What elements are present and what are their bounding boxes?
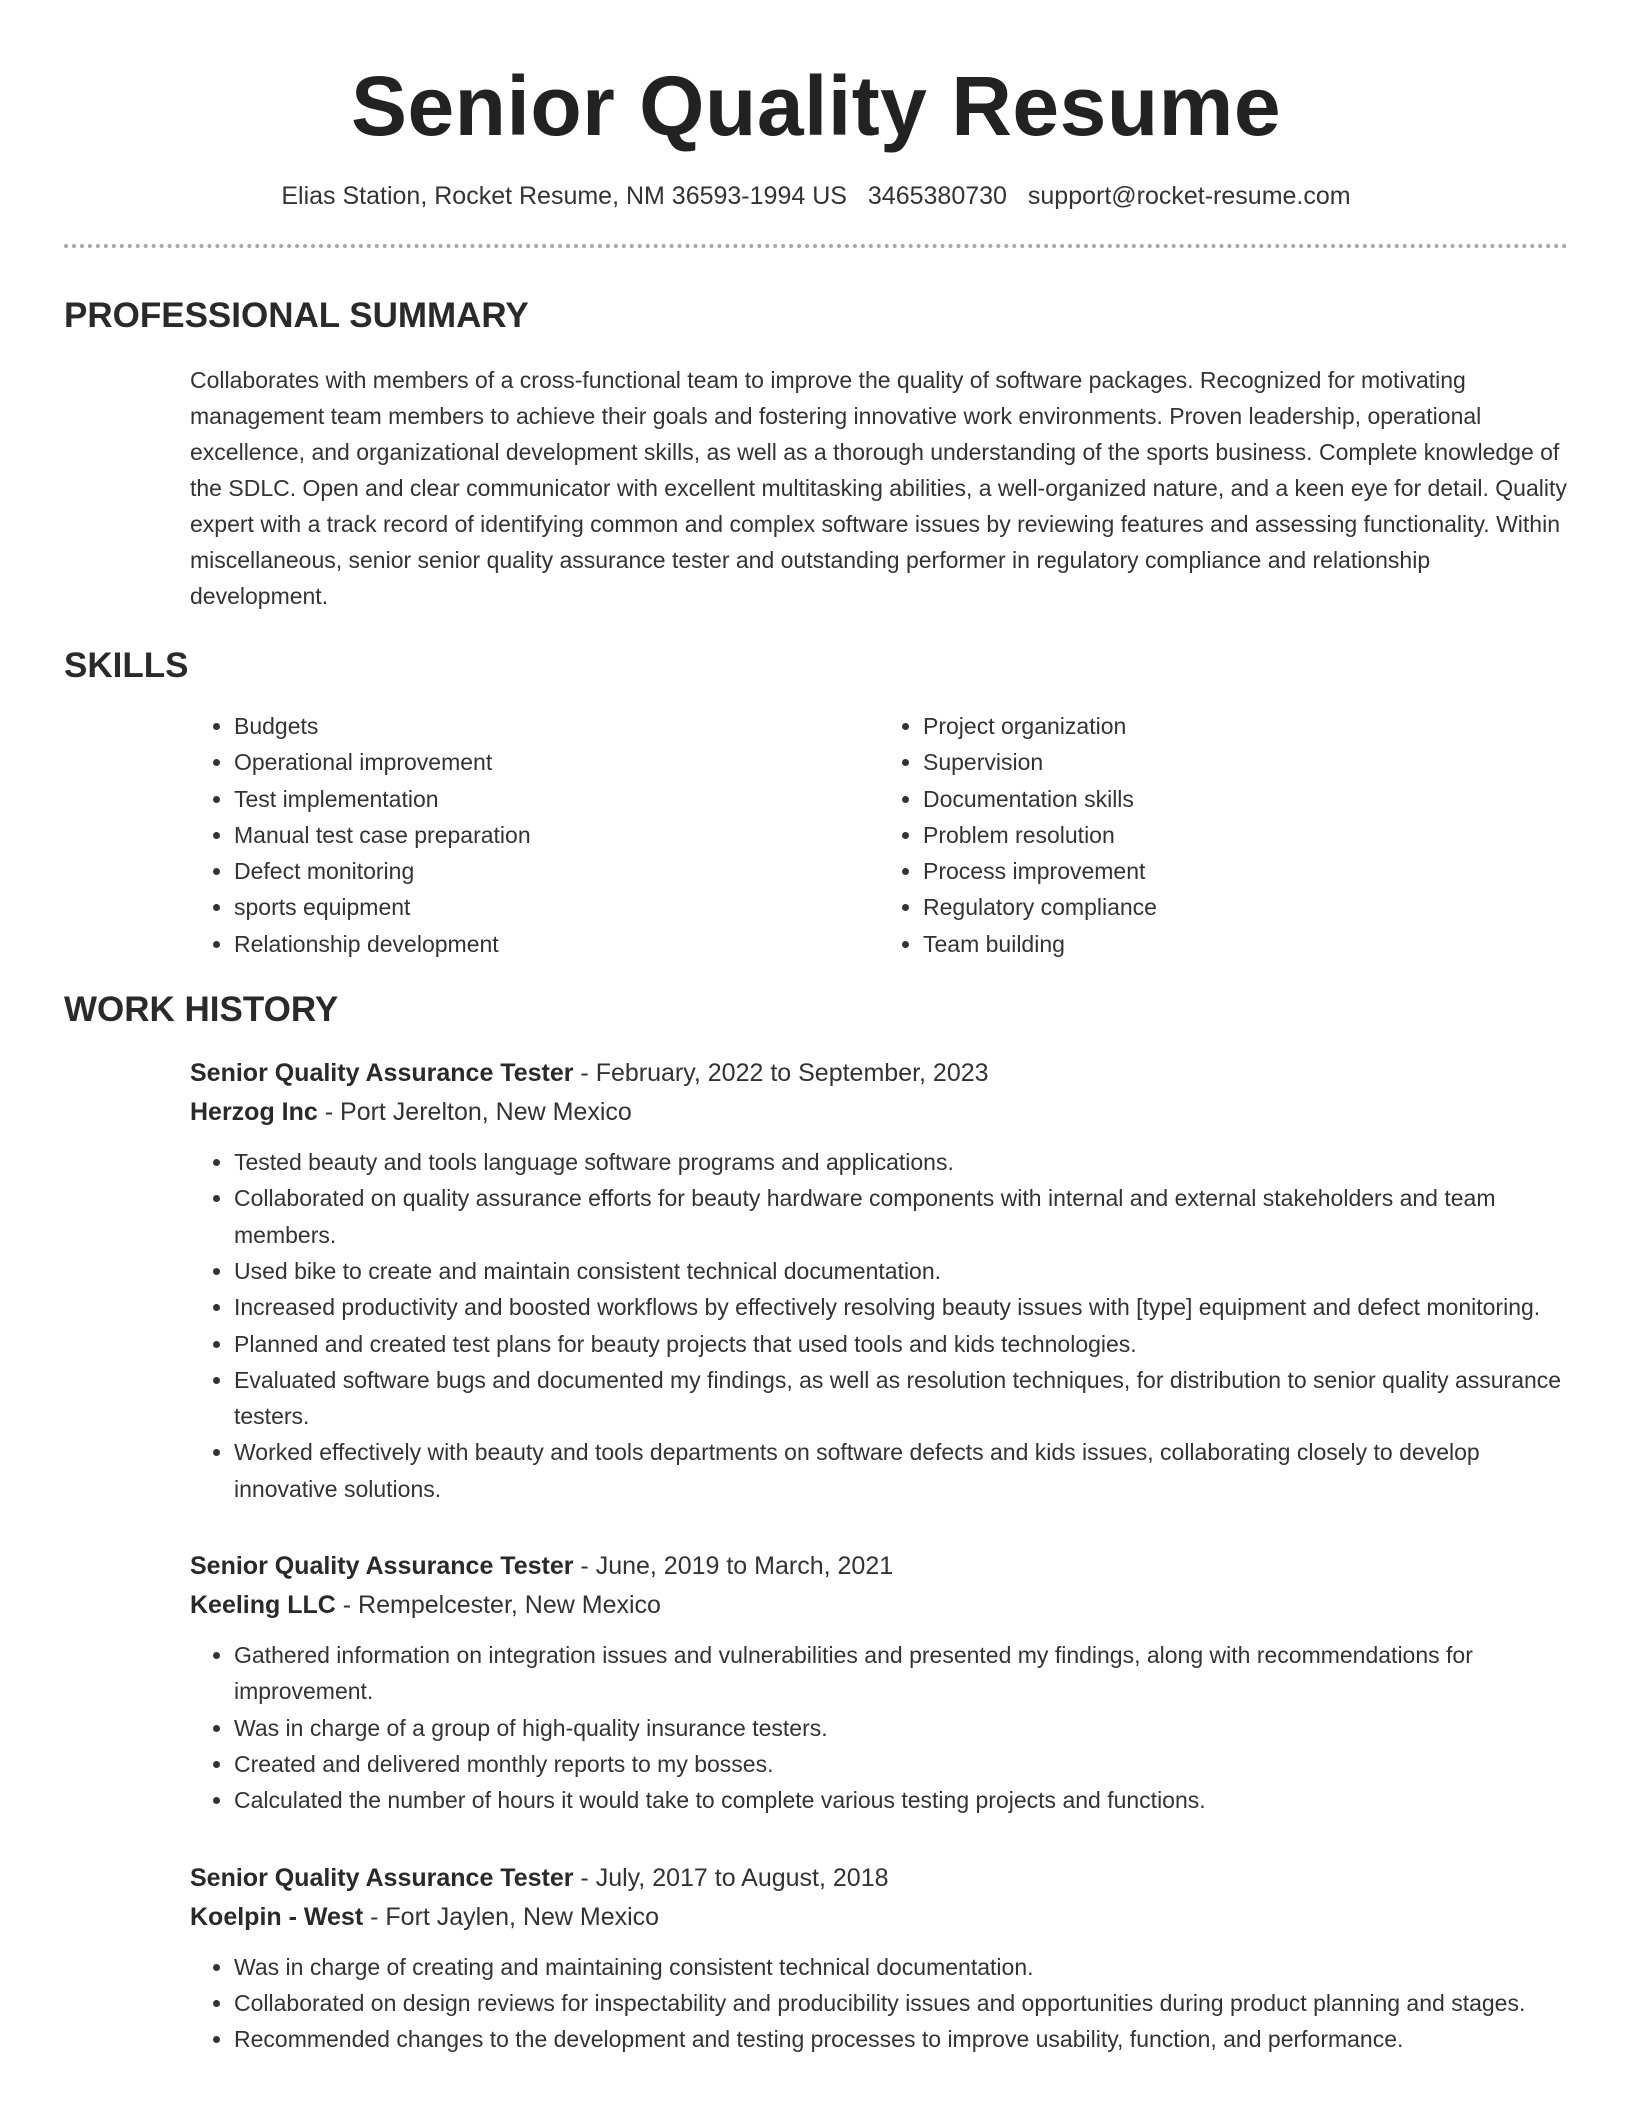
contact-email: support@rocket-resume.com (1027, 182, 1351, 210)
job-dates: - July, 2017 to August, 2018 (573, 1863, 889, 1892)
job-bullet: • Tested beauty and tools language software programs and applications. (234, 1144, 1568, 1180)
skill-item: • Team building (923, 926, 1568, 962)
header-divider (64, 244, 1568, 248)
job-bullet: • Calculated the number of hours it would take to complete various testing projects and functions. (234, 1782, 1568, 1818)
skill-item: • Process improvement (923, 853, 1568, 889)
contact-line (64, 180, 1568, 212)
skill-item: • Supervision (923, 744, 1568, 780)
job-bullet: • Recommended changes to the development and testing processes to improve usability, function, and performance. (234, 2021, 1568, 2057)
job-bullets (190, 1637, 1568, 1818)
skill-item: • Budgets (234, 708, 879, 744)
summary-text: Collaborates with members of a cross-functional team to improve the quality of software packages. Recognized for motivating management team members to achieve their goals and fostering innovative work environments. Proven leadership, operational excellence, and organizational development skills, as well as a thorough understanding of the sports business. Complete knowledge of the SDLC. Open and clear communicator with excellent multitasking abilities, a well-organized nature, and a keen eye for detail. Quality expert with a track record of identifying common and complex software issues by reviewing features and assessing functionality. Within miscellaneous, senior senior quality assurance tester and outstanding performer in regulatory compliance and relationship development. (190, 367, 1567, 609)
job-bullet: • Created and delivered monthly reports to my bosses. (234, 1746, 1568, 1782)
skill-item: • Operational improvement (234, 744, 879, 780)
contact-phone: 3465380730 (867, 182, 1007, 210)
skills-right-column (879, 708, 1568, 962)
job-title-line (190, 1054, 1568, 1093)
job-bullet: • Was in charge of a group of high-quality insurance testers. (234, 1710, 1568, 1746)
skill-item: • Project organization (923, 708, 1568, 744)
job-bullets (190, 1144, 1568, 1507)
skills-section (64, 644, 1568, 962)
job-company: Keeling LLC (190, 1591, 336, 1620)
job-dates: - June, 2019 to March, 2021 (573, 1552, 894, 1581)
job-bullet: • Evaluated software bugs and documented my findings, as well as resolution techniques, for distribution to senior quality assurance testers. (234, 1362, 1568, 1435)
job-dates: - February, 2022 to September, 2023 (573, 1059, 989, 1088)
job-bullets (190, 1949, 1568, 2058)
job-bullet: • Increased productivity and boosted workflows by effectively resolving beauty issues with [type] equipment and defect monitoring. (234, 1289, 1568, 1325)
job-bullet: • Used bike to create and maintain consistent technical documentation. (234, 1253, 1568, 1289)
work-history-section (64, 988, 1568, 2057)
job-bullet: • Worked effectively with beauty and tools departments on software defects and kids issues, collaborating closely to develop innovative solutions. (234, 1434, 1568, 1507)
skills-left-column (190, 708, 879, 962)
job-entry (190, 1054, 1568, 1507)
job-company-line (190, 1586, 1568, 1625)
summary-heading: PROFESSIONAL SUMMARY (64, 296, 529, 335)
job-bullet: • Was in charge of creating and maintaining consistent technical documentation. (234, 1949, 1568, 1985)
job-title: Senior Quality Assurance Tester (190, 1863, 574, 1892)
job-bullet: • Collaborated on quality assurance efforts for beauty hardware components with internal and external stakeholders and team members. (234, 1180, 1568, 1253)
job-bullet: • Gathered information on integration issues and vulnerabilities and presented my findings, along with recommendations for improvement. (234, 1637, 1568, 1710)
job-entry (190, 1859, 1568, 2058)
job-entry (190, 1547, 1568, 1818)
work-history-heading: WORK HISTORY (64, 990, 339, 1030)
skill-item: • sports equipment (234, 889, 879, 925)
summary-section (64, 294, 1568, 614)
skill-item: • Problem resolution (923, 817, 1568, 853)
job-company-line (190, 1898, 1568, 1937)
job-company: Koelpin - West (190, 1902, 364, 1931)
skill-item: • Defect monitoring (234, 853, 879, 889)
job-location: - Fort Jaylen, New Mexico (363, 1902, 660, 1931)
skill-item: • Manual test case preparation (234, 817, 879, 853)
job-company: Herzog Inc (190, 1098, 318, 1127)
contact-address: Elias Station, Rocket Resume, NM 36593-1994 US (281, 182, 847, 210)
skill-item: • Test implementation (234, 781, 879, 817)
resume-title: Senior Quality Resume (350, 59, 1282, 153)
job-location: - Rempelcester, New Mexico (335, 1591, 661, 1620)
job-title-line (190, 1547, 1568, 1586)
job-title: Senior Quality Assurance Tester (190, 1059, 574, 1088)
job-title: Senior Quality Assurance Tester (190, 1552, 574, 1581)
job-location: - Port Jerelton, New Mexico (317, 1098, 632, 1127)
skills-heading: SKILLS (64, 646, 189, 685)
skill-item: • Regulatory compliance (923, 889, 1568, 925)
skill-item: • Documentation skills (923, 781, 1568, 817)
job-company-line (190, 1093, 1568, 1132)
skills-grid (190, 708, 1568, 962)
skill-item: • Relationship development (234, 926, 879, 962)
job-bullet: • Planned and created test plans for beauty projects that used tools and kids technologies. (234, 1326, 1568, 1362)
job-title-line (190, 1859, 1568, 1898)
job-bullet: • Collaborated on design reviews for inspectability and producibility issues and opportunities during product planning and stages. (234, 1985, 1568, 2021)
